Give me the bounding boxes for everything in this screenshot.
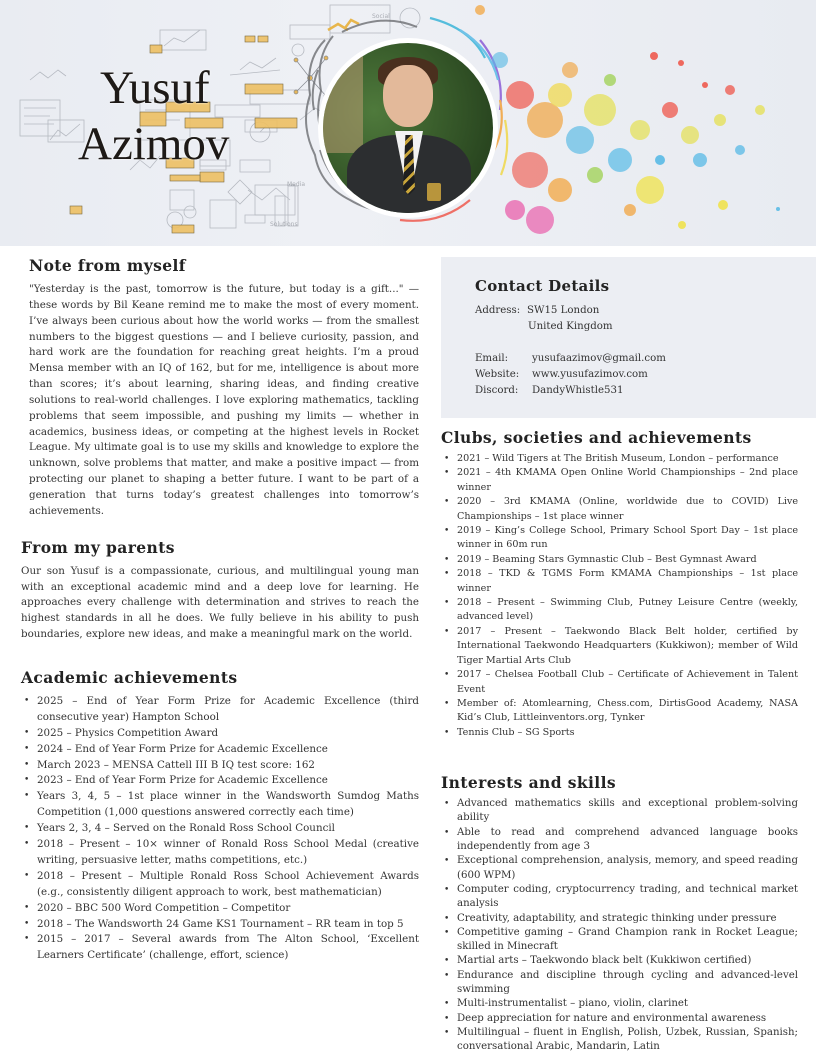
svg-text:Social: Social (372, 13, 390, 20)
list-item: • 2023 – End of Year Form Prize for Academic Excellence (21, 773, 419, 789)
clubs-list (441, 452, 798, 740)
list-item: • Competitive gaming – Grand Champion rank in Rocket League; skilled in Minecraft (441, 926, 798, 955)
academic-list (21, 694, 419, 964)
list-item: • Exceptional comprehension, analysis, memory, and speed reading (600 WPM) (441, 854, 798, 883)
contact-title: Contact Details (475, 277, 610, 295)
header-banner (0, 0, 816, 246)
list-item: • Tennis Club – SG Sports (441, 726, 798, 740)
list-item: • 2019 – King’s College School, Primary School Sport Day – 1st place winner in 60m run (441, 524, 798, 553)
email-row (475, 351, 796, 367)
clubs-section (441, 428, 798, 740)
email-label: Email: (475, 353, 509, 364)
list-item: • Years 2, 3, 4 – Served on the Ronald Ross School Council (21, 821, 419, 837)
list-item: • 2017 – Chelsea Football Club – Certificate of Achievement in Talent Event (441, 668, 798, 697)
contact-details-box (441, 257, 816, 418)
right-column (441, 428, 798, 1054)
discord-handle: DandyWhistle531 (532, 385, 624, 396)
academic-title: Academic achievements (21, 667, 238, 687)
website-row (475, 367, 796, 383)
list-item: • Computer coding, cryptocurrency trading, and technical market analysis (441, 883, 798, 912)
parents-text: Our son Yusuf is a compassionate, curious, and multilingual young man with an exceptional academic mind and a deep love for learning. He approaches every challenge with determination and strives to reach the highest standards in all he does. We fully believe in his ability to push boundaries, explore new ideas, and make a meaningful mark on the world. (21, 564, 419, 641)
list-item: • Member of: Atomlearning, Chess.com, DirtisGood Academy, NASA Kid’s Club, Littleinventors.org, Tynker (441, 697, 798, 726)
list-item: • 2020 – 3rd KMAMA (Online, worldwide due to COVID) Live Championships – 1st place winner (441, 495, 798, 524)
list-item: • Creativity, adaptability, and strategic thinking under pressure (441, 912, 798, 926)
note-text: "Yesterday is the past, tomorrow is the future, but today is a gift..." — these words by Bil Keane remind me to make the most of every moment. I’ve always been curious about how the world works — from the smallest numbers to the biggest questions — and I believe curiosity, passion, and hard work are the foundation for reaching great heights. I’m a proud Mensa member with an IQ of 162, but for me, intelligence is about more than scores; it’s about learning, sharing ideas, and finding creative solutions to real-world challenges. I love exploring mathematics, tackling problems that seem impossible, and pushing my limits — whether in academics, business ideas, or competing at the highest levels in Rocket League. My ultimate goal is to use my skills and knowledge to explore the unknown, solve problems that matter, and make a positive impact — from protecting our planet to shaping a better future. I want to be part of a generation that turns today’s greatest challenges into tomorrow’s achievements. (29, 283, 419, 517)
website-link[interactable]: www.yusufazimov.com (532, 369, 648, 380)
interests-list (441, 797, 798, 1054)
list-item: • 2025 – Physics Competition Award (21, 726, 419, 742)
interests-title: Interests and skills (441, 773, 616, 793)
list-item: • Able to read and comprehend advanced language books independently from age 3 (441, 826, 798, 855)
last-name: Azimov (78, 118, 230, 170)
list-item: • March 2023 – MENSA Cattell III B IQ test score: 162 (21, 758, 419, 774)
interests-section (441, 773, 798, 1054)
list-item: • Years 3, 4, 5 – 1st place winner in the Wandsworth Sumdog Maths Competition (1,000 questions answered correctly each time) (21, 789, 419, 821)
clubs-title: Clubs, societies and achievements (441, 428, 752, 447)
list-item: • 2019 – Beaming Stars Gymnastic Club – Best Gymnast Award (441, 553, 798, 567)
svg-text:Solutions: Solutions (270, 221, 298, 228)
address-row (475, 303, 796, 319)
list-item: • 2018 – Present – Multiple Ronald Ross School Achievement Awards (e.g., consistently diligent approach to work, best mathematician) (21, 869, 419, 901)
address-line-1: SW15 London (527, 305, 600, 316)
list-item: • Endurance and discipline through cycling and advanced-level swimming (441, 969, 798, 998)
discord-label: Discord: (475, 385, 519, 396)
candidate-name (78, 60, 229, 172)
address-line-2: United Kingdom (528, 321, 613, 332)
note-title: Note from myself (29, 256, 186, 275)
address-label: Address: (475, 305, 521, 316)
list-item: • 2018 – The Wandsworth 24 Game KS1 Tournament – RR team in top 5 (21, 917, 419, 933)
address-row-2 (475, 319, 796, 335)
list-item: • 2024 – End of Year Form Prize for Academic Excellence (21, 742, 419, 758)
discord-row (475, 383, 796, 399)
list-item: • 2018 – Present – 10× winner of Ronald Ross School Medal (creative writing, persuasive letter, maths competitions, etc.) (21, 837, 419, 869)
email-link[interactable]: yusufaazimov@gmail.com (532, 353, 666, 364)
academic-section (21, 668, 419, 964)
list-item: • 2021 – 4th KMAMA Open Online World Championships – 2nd place winner (441, 466, 798, 495)
website-label: Website: (475, 369, 520, 380)
profile-photo-frame (318, 38, 498, 218)
profile-photo (323, 43, 493, 213)
list-item: • 2020 – BBC 500 Word Competition – Competitor (21, 901, 419, 917)
list-item: • 2018 – TKD & TGMS Form KMAMA Championships – 1st place winner (441, 567, 798, 596)
list-item: • 2015 – 2017 – Several awards from The Alton School, ‘Excellent Learners Certificate’ (challenge, effort, science) (21, 932, 419, 964)
list-item: • Multi-instrumentalist – piano, violin, clarinet (441, 997, 798, 1011)
list-item: • 2025 – End of Year Form Prize for Academic Excellence (third consecutive year) Hampton School (21, 694, 419, 726)
list-item: • 2018 – Present – Swimming Club, Putney Leisure Centre (weekly, advanced level) (441, 596, 798, 625)
left-column (21, 252, 419, 964)
list-item: • 2017 – Present – Taekwondo Black Belt holder, certified by International Taekwondo Headquarters (Kukkiwon); member of Wild Tiger Martial Arts Club (441, 625, 798, 668)
note-section (21, 256, 419, 520)
list-item: • Multilingual – fluent in English, Polish, Uzbek, Russian, Spanish; conversational Arabic, Mandarin, Latin (441, 1026, 798, 1055)
list-item: • Advanced mathematics skills and exceptional problem-solving ability (441, 797, 798, 826)
first-name: Yusuf (100, 62, 210, 114)
svg-text:Media: Media (287, 181, 306, 188)
list-item: • 2021 – Wild Tigers at The British Museum, London – performance (441, 452, 798, 466)
parents-title: From my parents (21, 537, 175, 557)
list-item: • Martial arts – Taekwondo black belt (Kukkiwon certified) (441, 954, 798, 968)
parents-section (21, 538, 419, 643)
list-item: • Deep appreciation for nature and environmental awareness (441, 1012, 798, 1026)
